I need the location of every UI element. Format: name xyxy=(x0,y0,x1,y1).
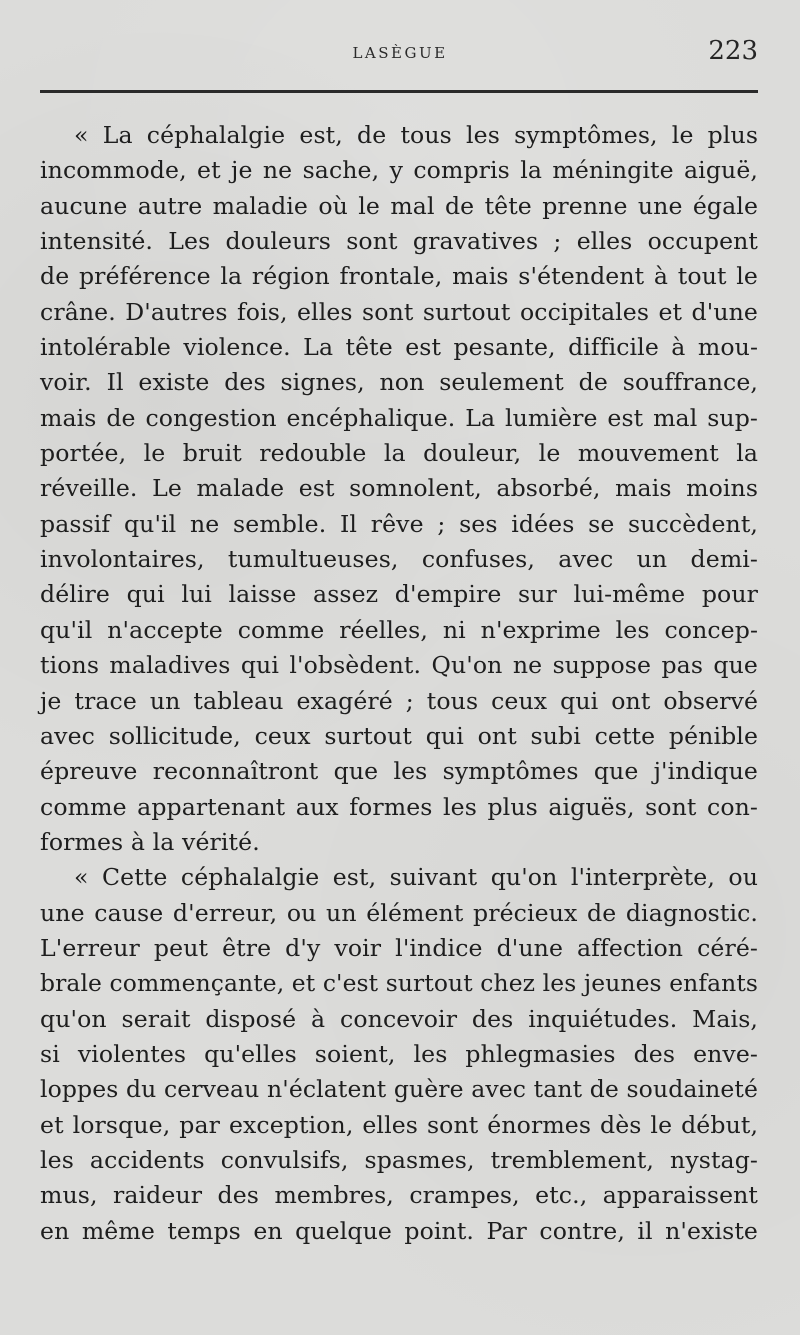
text-line: formes à la vérité. xyxy=(40,827,260,856)
page-number: 223 xyxy=(708,36,758,66)
text-line: brale commençante, et c'est surtout chez les jeunes enfants xyxy=(40,969,759,998)
text-line: une cause d'erreur, ou un élément précieux de diagnostic. xyxy=(40,898,759,927)
text-line: aucune autre maladie où le mal de tête prenne une égale xyxy=(40,191,759,220)
text-line: réveille. Le malade est somnolent, absorbé, mais moins xyxy=(40,474,759,503)
text-line: portée, le bruit redouble la douleur, le mouvement la xyxy=(40,439,759,468)
text-line: les accidents convulsifs, spasmes, tremblement, nystag- xyxy=(40,1145,758,1174)
text-line: mais de congestion encéphalique. La lumière est mal sup- xyxy=(40,403,758,432)
text-line: tions maladives qui l'obsèdent. Qu'on ne suppose pas que xyxy=(40,651,758,680)
text-line: mus, raideur des membres, crampes, etc., apparaissent xyxy=(40,1181,759,1210)
text-line: intensité. Les douleurs sont gravatives ; elles occupent xyxy=(40,227,759,256)
text-line: incommode, et je ne sache, y compris la méningite aiguë, xyxy=(40,156,758,185)
text-line: intolérable violence. La tête est pesante, difficile à mou- xyxy=(40,333,759,362)
text-line: qu'il n'accepte comme réelles, ni n'exprime les concep- xyxy=(40,615,759,644)
body-text xyxy=(40,118,758,1249)
text-line: « La céphalalgie est, de tous les symptômes, le plus xyxy=(74,121,759,149)
text-line: épreuve reconnaîtront que les symptômes que j'indique xyxy=(40,757,758,786)
text-line: et lorsque, par exception, elles sont énormes dès le début, xyxy=(40,1110,759,1139)
running-title: LASÈGUE xyxy=(352,44,448,62)
text-line: en même temps en quelque point. Par contre, il n'existe xyxy=(40,1216,758,1245)
running-head xyxy=(40,36,760,70)
text-line: « Cette céphalalgie est, suivant qu'on l'interprète, ou xyxy=(74,863,758,892)
text-line: voir. Il existe des signes, non seulement de souffrance, xyxy=(40,368,759,397)
text-line: si violentes qu'elles soient, les phlegmasies des enve- xyxy=(40,1039,758,1068)
text-line: avec sollicitude, ceux surtout qui ont subi cette pénible xyxy=(40,721,759,750)
text-line: passif qu'il ne semble. Il rêve ; ses idées se succèdent, xyxy=(40,509,758,538)
text-line: de préférence la région frontale, mais s'étendent à tout le xyxy=(40,262,758,291)
text-line: qu'on serait disposé à concevoir des inquiétudes. Mais, xyxy=(40,1004,758,1033)
header-rule xyxy=(40,90,758,93)
text-line: L'erreur peut être d'y voir l'indice d'une affection céré- xyxy=(40,933,758,962)
text-line: délire qui lui laisse assez d'empire sur lui-même pour xyxy=(40,580,758,609)
text-line: je trace un tableau exagéré ; tous ceux qui ont observé xyxy=(40,686,759,715)
text-line: comme appartenant aux formes les plus aiguës, sont con- xyxy=(40,792,758,821)
text-line: crâne. D'autres fois, elles sont surtout occipitales et d'une xyxy=(40,297,758,326)
text-line: loppes du cerveau n'éclatent guère avec tant de soudaineté xyxy=(40,1075,758,1104)
text-line: involontaires, tumultueuses, confuses, avec un demi- xyxy=(40,545,759,574)
